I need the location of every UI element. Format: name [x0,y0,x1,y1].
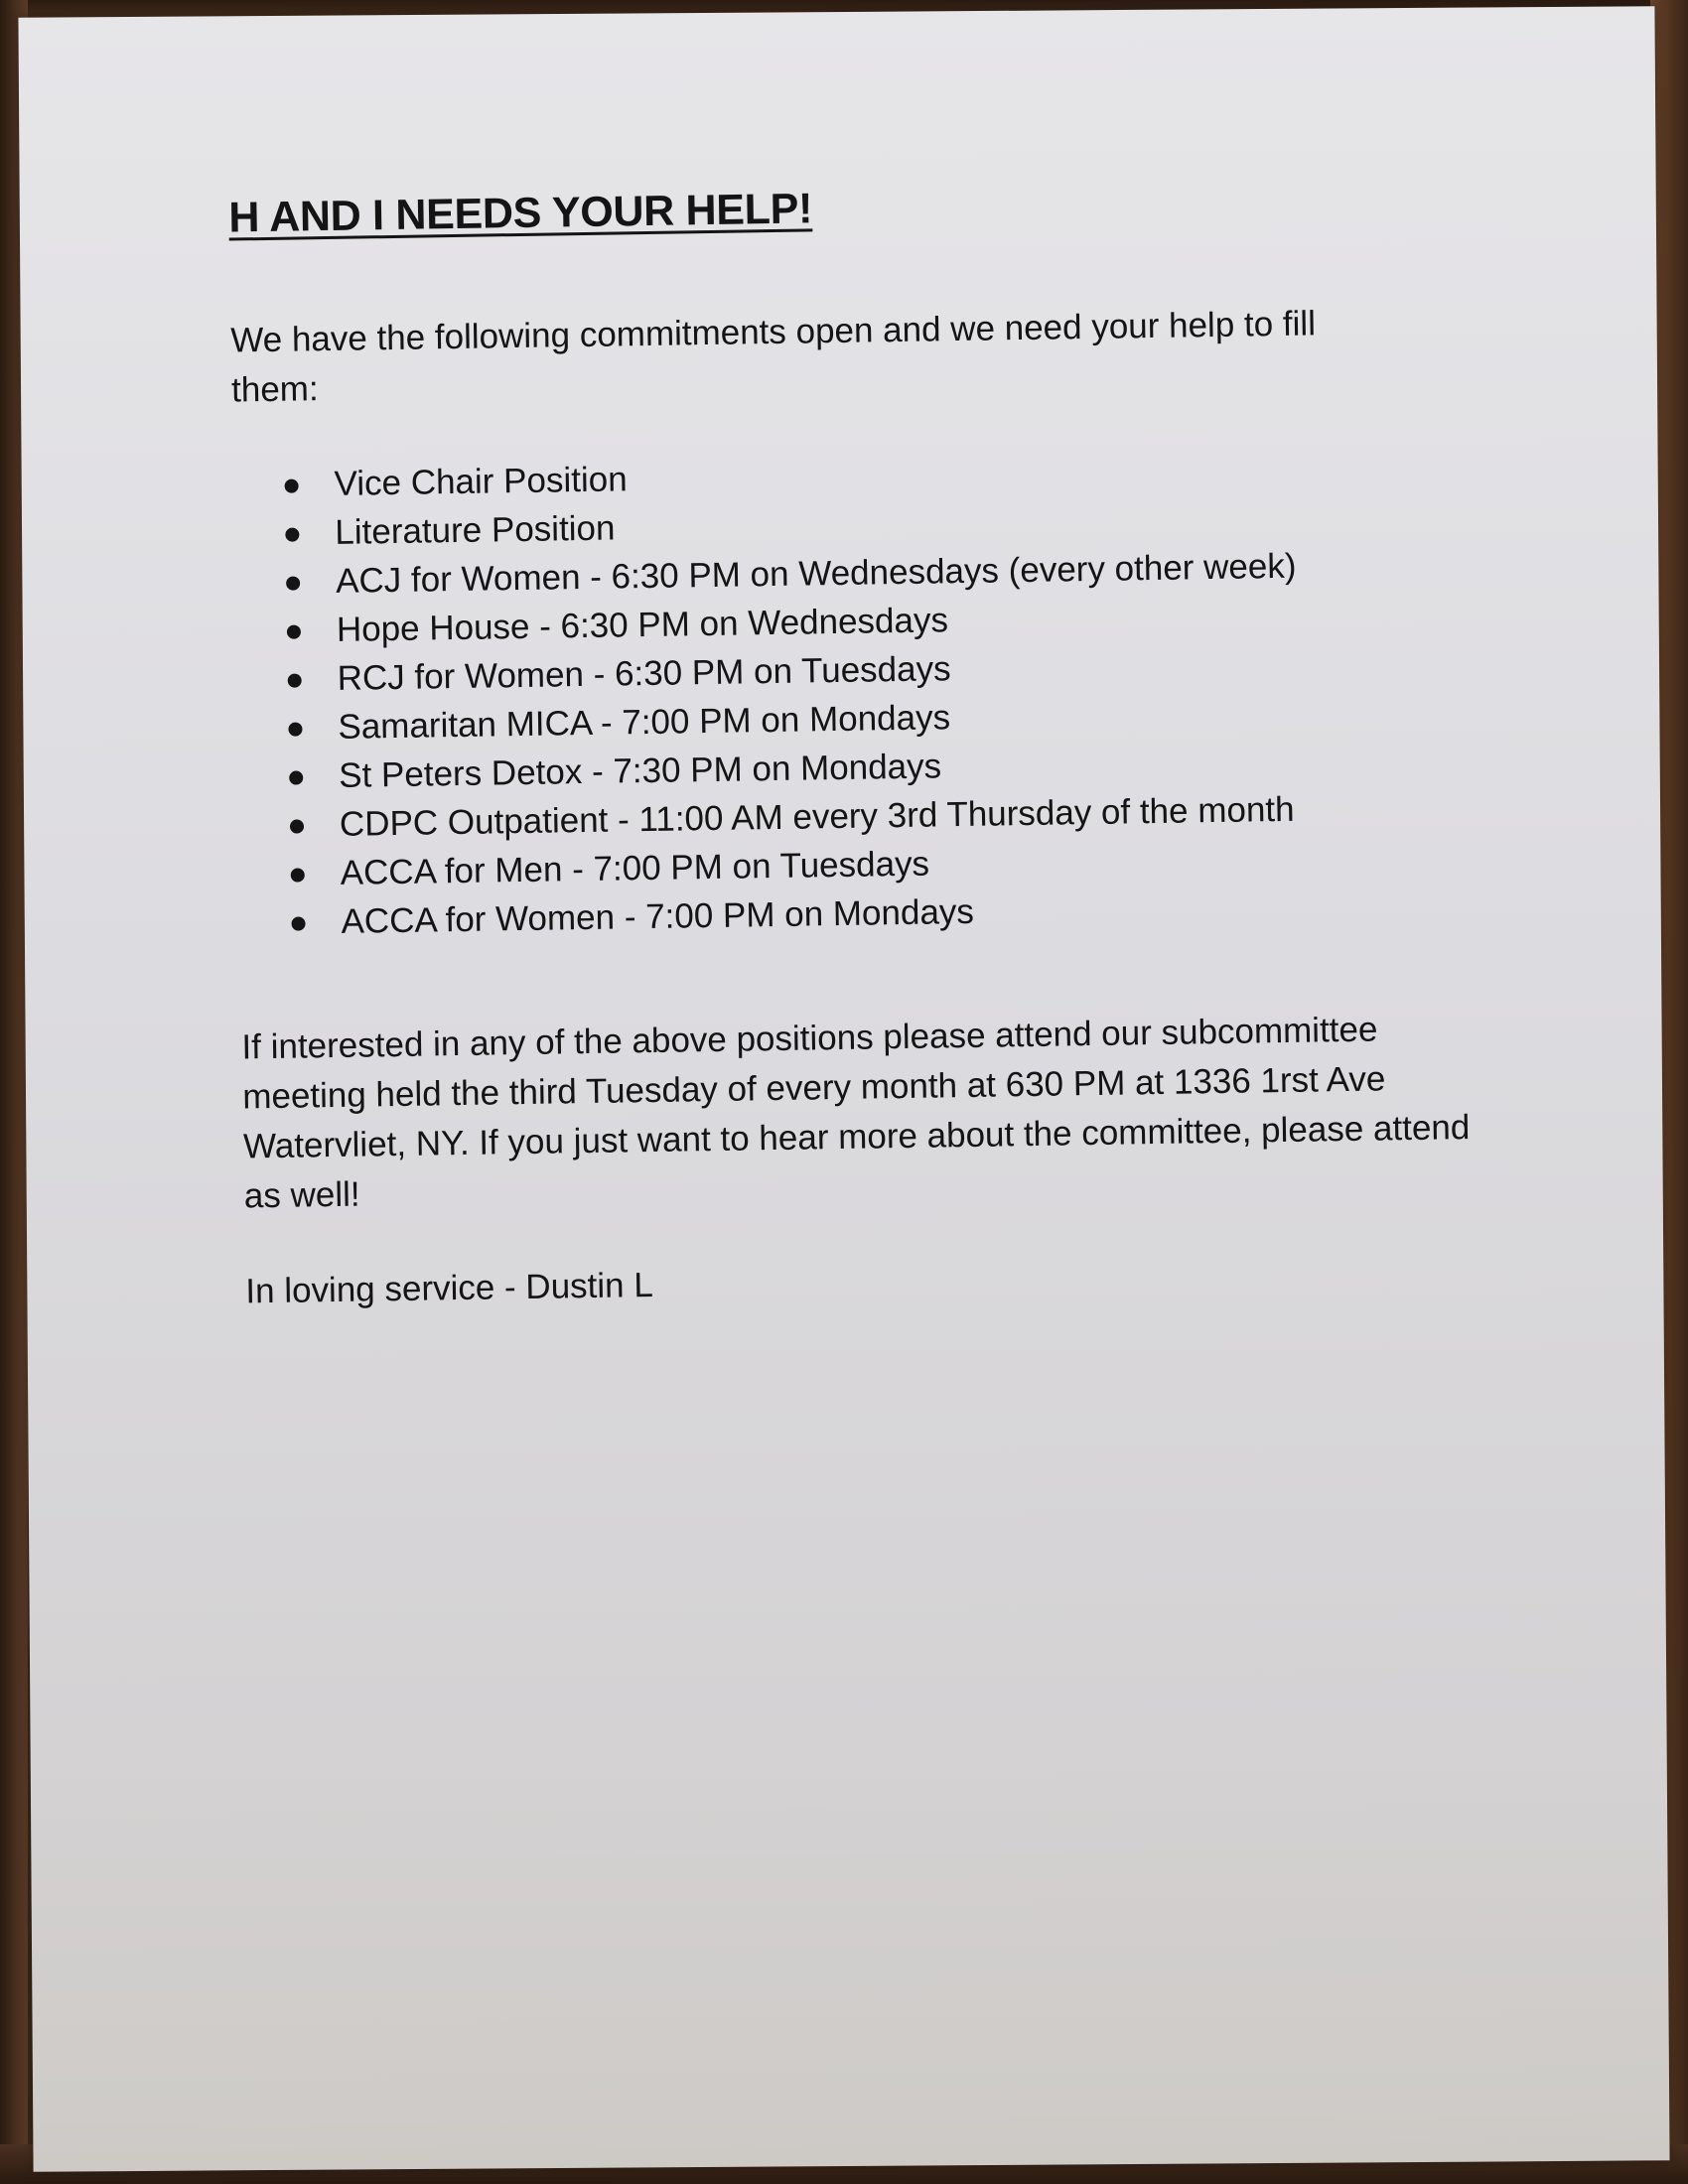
bullet-icon [285,478,299,492]
list-item-text: CDPC Outpatient - 11:00 AM every 3rd Thursday of the month [339,789,1295,844]
bullet-icon [288,673,302,687]
page-title: H AND I NEEDS YOUR HELP! [227,185,813,242]
signature: In loving service - Dustin L [245,1265,654,1311]
list-item-text: Samaritan MICA - 7:00 PM on Mondays [338,698,951,747]
bullet-icon [290,819,304,833]
bullet-icon [291,916,305,930]
bullet-icon [289,770,303,784]
meeting-info-paragraph: If interested in any of the above positions please attend our subcommittee meeting held the third Tuesday of every month at 630 PM at 1336 1rst Ave Watervliet, NY. If you just want to hear more about the committee, please attend as well! [241,1010,1471,1216]
bullet-icon [288,722,302,736]
bullet-icon [286,576,300,590]
bullet-icon [291,868,305,882]
list-item-text: ACJ for Women - 6:30 PM on Wednesdays (every other week) [335,546,1297,601]
intro-text: We have the following commitments open and we need your help to fill them: [230,304,1317,410]
list-item-text: ACCA for Men - 7:00 PM on Tuesdays [340,844,930,892]
list-item-text: ACCA for Women - 7:00 PM on Mondays [341,891,975,941]
list-item-text: Literature Position [335,508,616,552]
list-item-text: Vice Chair Position [334,460,628,503]
list-item-text: RCJ for Women - 6:30 PM on Tuesdays [337,649,951,698]
bullet-icon [285,527,299,541]
list-item-text: St Peters Detox - 7:30 PM on Mondays [338,747,942,795]
flyer-content [201,174,1529,1317]
list-item-text: Hope House - 6:30 PM on Wednesdays [336,601,949,649]
commitments-list [205,441,1523,948]
bullet-icon [287,624,301,638]
